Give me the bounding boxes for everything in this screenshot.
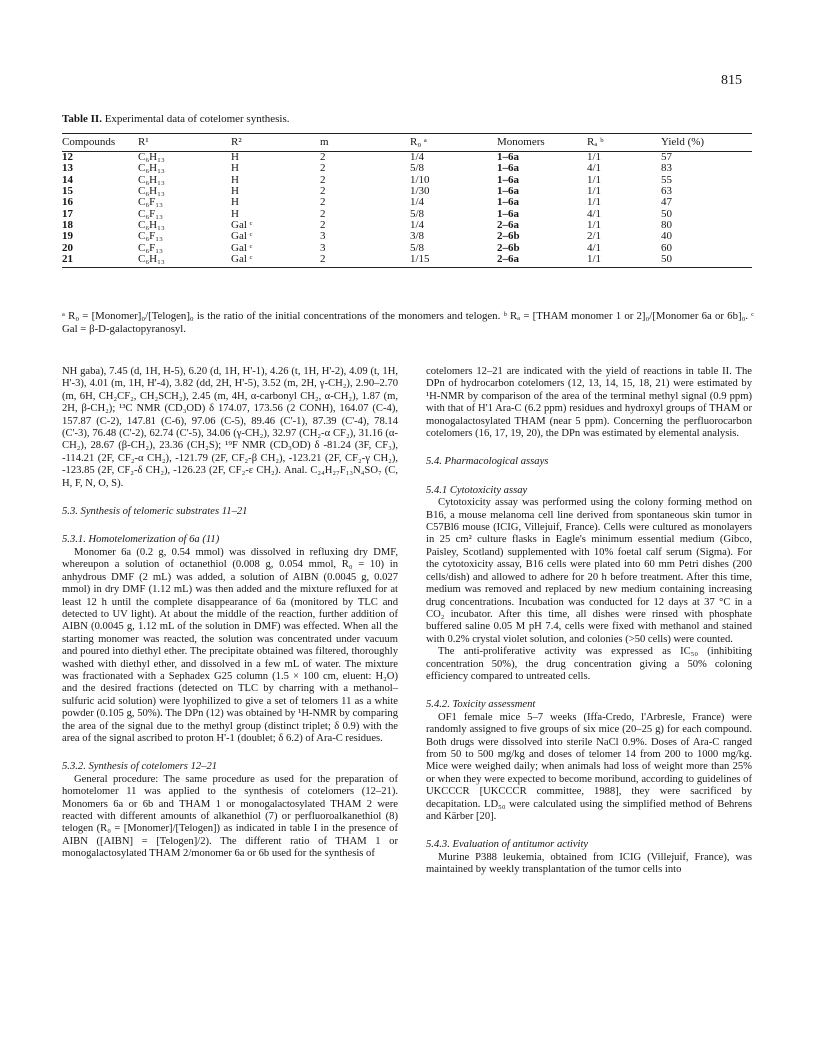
section-heading-5-3-1: 5.3.1. Homotelomerization of 6a (11): [62, 534, 220, 546]
cell-ra: 4/1: [587, 207, 602, 220]
header-m: m: [320, 134, 410, 152]
cell-r1: C₆H₁₃: [138, 173, 165, 186]
cell-m: 2: [320, 162, 326, 175]
page-number: 815: [721, 73, 742, 88]
homotelomerization-paragraph: Monomer 6a (0.2 g, 0.54 mmol) was dissolved in refluxing dry DMF, whereupon a solution of octanethiol (0.008 g, 0.054 mmol, R₀ = 10) in anhydrous DMF (2 mL) was added, a solution of AIBN (0.0045 g, 0.027 mmol) in dry DMF (1.12 mL) was then added and the mixture refluxed for at least 12 h until the complete disappearance of 6a (monitored by TLC and detected to UV light). At about the middle of the reaction, further addition of AIBN (0.0045 g, 1.12 mL of the solution in DMF) was effected. When all the starting monomer was reacted, the solution was concentrated under vacuum and poured into diethyl ether. The precipitate obtained was filtered, thoroughly washed with diethyl ether, and dissolved in a few mL of water. The mixture was fractionated with a Sephadex G25 column (1.5 × 100 cm, eluent: H₂O) and the desired fractions (detected on TLC by charring with a methanol–sulfuric acid solution) were lyophilized to give a set of telomers 11 as a white powder (0.105 g, 50%). The DPn (12) was obtained by ¹H-NMR by comparing the area of the signal due to the methyl group (distinct triplet; δ 0.9) with the area of the signal ascribed to proton H'-1 (doublet; δ 6.2) of Ara-C residues.: [62, 546, 398, 744]
cell-r0: 1/4: [410, 218, 425, 231]
cell-ra: 4/1: [587, 241, 602, 254]
cell-monomers: 2–6b: [497, 230, 520, 243]
cell-yield: 47: [661, 196, 672, 209]
table-row: [62, 208, 752, 219]
table-row: [62, 163, 752, 174]
cell-r1: C₆F₁₃: [138, 241, 163, 254]
section-heading-5-4-2: 5.4.2. Toxicity assessment: [426, 699, 536, 711]
cell-r0: 5/8: [410, 241, 425, 254]
cell-r0: 1/4: [410, 151, 425, 164]
cell-r1: C₆H₁₃: [138, 218, 165, 231]
cell-m: 2: [320, 254, 410, 268]
cell-r0: 1/15: [410, 254, 497, 268]
cell-r2: H: [231, 151, 239, 164]
table-row: [62, 231, 752, 242]
cell-yield: 80: [661, 218, 672, 231]
cell-monomers: 1–6a: [497, 162, 519, 175]
table-title: Experimental data of cotelomer synthesis.: [104, 113, 290, 125]
table-label: Table II.: [62, 113, 102, 125]
section-heading-5-4: 5.4. Pharmacological assays: [426, 456, 549, 468]
header-r2: R²: [231, 134, 320, 152]
table-row: [62, 197, 752, 208]
cell-monomers: 2–6a: [497, 254, 587, 268]
cell-monomers: 1–6a: [497, 207, 519, 220]
cell-r0: 5/8: [410, 162, 425, 175]
cell-r0: 1/4: [410, 196, 425, 209]
section-heading-5-3-2: 5.3.2. Synthesis of cotelomers 12–21: [62, 761, 218, 773]
table-caption: [62, 113, 290, 125]
cell-r2: H: [231, 185, 239, 198]
cell-r0: 3/8: [410, 230, 425, 243]
toxicity-paragraph: OF1 female mice 5–7 weeks (Iffa-Credo, l'Arbresle, France) were randomly assigned to five groups of six mice (20–25 g) for each compound. Both drugs were dissolved into sterile NaCl 0.9%. Doses of Ara-C ranged from 50 to 500 mg/kg and doses of telomer 14 from 200 to 1000 mg/kg. Mice were weighed daily; when animals had loss of weight more than 25% or when they were expected to become moribund, according to guidelines of UKCCCR [UKCCCR committee, 1988], they were sacrificed by decapitation. LD₅₀ were calculated using the simplified method of Behrens and Kärber [20].: [426, 711, 752, 822]
header-r0: R₀ ᵃ: [410, 134, 497, 152]
cell-monomers: 2–6b: [497, 241, 520, 254]
cell-r1: C₆H₁₃: [138, 254, 231, 268]
cell-r2: H: [231, 162, 239, 175]
cell-m: 2: [320, 218, 326, 231]
cell-compound: 17: [62, 207, 73, 220]
cell-r1: C₆H₁₃: [138, 162, 165, 175]
table-row: [62, 242, 752, 253]
right-column: [426, 366, 752, 877]
cell-m: 3: [320, 230, 326, 243]
cell-m: 2: [320, 173, 326, 186]
cell-r0: 1/10: [410, 173, 430, 186]
cell-monomers: 1–6a: [497, 151, 519, 164]
cell-ra: 1/1: [587, 173, 602, 186]
cell-r2: H: [231, 207, 239, 220]
header-compounds: Compounds: [62, 134, 138, 152]
table-row: [62, 175, 752, 186]
cell-r1: C₆F₁₃: [138, 207, 163, 220]
cell-monomers: 1–6a: [497, 185, 519, 198]
header-ra: Rₐ ᵇ: [587, 134, 661, 152]
antitumor-paragraph: Murine P388 leukemia, obtained from ICIG (Villejuif, France), was maintained by weekly transplantation of the tumor cells into: [426, 851, 752, 876]
cell-r2: Gal ᶜ: [231, 218, 253, 231]
cell-yield: 63: [661, 185, 672, 198]
table-footnote: ᵃ R₀ = [Monomer]₀/[Telogen]₀ is the ratio of the initial concentrations of the monomers and telogen. ᵇ Rₐ = [THAM monomer 1 or 2]₀/[Monomer 6a or 6b]₀. ᶜ Gal = β-D-galactopyranosyl.: [62, 310, 754, 335]
cell-compound: 21: [62, 254, 138, 268]
cell-m: 2: [320, 196, 326, 209]
header-r1: R¹: [138, 134, 231, 152]
cell-compound: 12: [62, 151, 73, 164]
cell-compound: 19: [62, 230, 73, 243]
antiproliferative-paragraph: The anti-proliferative activity was expressed as IC₅₀ (inhibiting concentration 50%), the drug concentration giving a 50% coloning efficiency compared to untreated cells.: [426, 646, 752, 682]
table-row: [62, 254, 752, 268]
cell-r1: C₆F₁₃: [138, 230, 163, 243]
table-row: [62, 220, 752, 231]
cell-r2: Gal ᶜ: [231, 254, 320, 268]
cell-compound: 16: [62, 196, 73, 209]
header-monomers: Monomers: [497, 134, 587, 152]
cell-ra: 1/1: [587, 196, 602, 209]
cell-compound: 20: [62, 241, 73, 254]
cell-yield: 57: [661, 151, 672, 164]
cotelomer-synthesis-paragraph: General procedure: The same procedure as used for the preparation of homotelomer 11 was applied to the synthesis of cotelomers (12–21). Monomers 6a or 6b and THAM 1 or monogalactosylated THAM 2 were reacted with different amounts of alkanethiol (7) or perfluoroalkanethiol (8) telogen (R₀ = [Monomer]/[Telogen]) as indicated in table I in the presence of AIBN ([AIBN] = [Telogen]/2). The different ratio of THAM 1 or monogalactosylated THAM 2/monomer 6a or 6b used for the synthesis of: [62, 773, 398, 860]
cell-m: 2: [320, 185, 326, 198]
cell-r0: 1/30: [410, 185, 430, 198]
cell-ra: 2/1: [587, 230, 602, 243]
cell-r2: H: [231, 196, 239, 209]
cotelomer-continuation-paragraph: cotelomers 12–21 are indicated with the yield of reactions in table II. The DPn of hydrocarbon cotelomers (12, 13, 14, 15, 18, 21) were estimated by ¹H-NMR by comparison of the area of the terminal methyl signal (0.9 ppm) with that of H'1 Ara-C (6.2 ppm) residues and hydroxyl groups of THAM or monogalactosylated THAM (near 5 ppm). Concerning the perfluorocarbon cotelomers (16, 17, 19, 20), the DPn was estimated by elemental analysis.: [426, 366, 752, 440]
cell-m: 2: [320, 151, 326, 164]
left-column: [62, 366, 398, 861]
table-body: [62, 152, 752, 268]
cell-yield: 83: [661, 162, 672, 175]
cell-yield: 55: [661, 173, 672, 186]
cell-ra: 1/1: [587, 185, 602, 198]
cell-ra: 4/1: [587, 162, 602, 175]
cell-yield: 50: [661, 207, 672, 220]
cell-compound: 13: [62, 162, 73, 175]
cell-m: 3: [320, 241, 326, 254]
cytotoxicity-paragraph: Cytotoxicity assay was performed using the colony forming method on B16, a mouse melanoma cell line derived from spontaneous skin tumor in C57Bl6 mouse (ICIG, Villejuif, France). Cells were cultured as monolayers in 25 cm² culture flasks in Eagle's minimum essential medium (Gibco, Paisley, Scotland) supplemented with 10% foetal calf serum (Sigma). For the cytotoxicity assay, B16 cells were plated into 60 mm Petri dishes (200 cells/dish) and allowed to adhere for 20 h before treatment. After this time, medium was removed and replaced by new medium containing increasing drug concentrations. Incubation was conducted for 12 days at 37 °C in a CO₂ incubator. After this time, all dishes were rinsed with phosphate buffered saline 0.05 M pH 7.4, cells were fixed with methanol and stained with 0.2% crystal violet solution, and colonies (>50 cells) were counted.: [426, 497, 752, 645]
cell-r2: H: [231, 173, 239, 186]
cell-r0: 5/8: [410, 207, 425, 220]
header-yield: Yield (%): [661, 134, 752, 152]
cell-compound: 15: [62, 185, 73, 198]
nmr-data-paragraph: NH gaba), 7.45 (d, 1H, H-5), 6.20 (d, 1H, H'-1), 4.26 (t, 1H, H'-2), 4.09 (t, 1H, H'-3), 4.01 (m, 1H, H'-4), 3.82 (dd, 2H, H'-5), 3.52 (m, 2H, γ-CH₂), 2.90–2.70 (m, 6H, CH₂CF₂, CH₂SCH₂), 2.45 (m, 4H, α-carbonyl CH₂, α-CH₂), 1.87 (m, 2H, β-CH₂); ¹³C NMR (CD₃OD) δ 174.07, 173.56 (2 CONH), 164.07 (C-4), 157.87 (C-2), 147.81 (C-6), 97.06 (C-5), 89.46 (C'-1), 87.39 (C'-4), 78.14 (C'-3), 76.48 (C'-2), 62.74 (C'-5), 34.06 (γ-CH₂), 32.97 (CH₂-α CF₂), 31.16 (α-CH₂), 28.67 (β-CH₂), 23.36 (CH₂S); ¹⁹F NMR (CD₃OD) δ -81.24 (3F, CF₃), -114.21 (2F, CF₂-α CH₂), -121.79 (2F, CF₂-β CH₂), -123.21 (2F, CF₂-γ CH₂), -123.85 (2F, CF₂-δ CH₂), -126.23 (2F, CF₂-ε CH₂). Anal. C₂₄H₂₇F₁₃N₄SO₇ (C, H, F, N, O, S).: [62, 366, 398, 489]
cell-monomers: 1–6a: [497, 173, 519, 186]
cell-m: 2: [320, 207, 326, 220]
cell-compound: 14: [62, 173, 73, 186]
cell-r1: C₆H₁₃: [138, 151, 165, 164]
cell-monomers: 2–6a: [497, 218, 519, 231]
cell-yield: 60: [661, 241, 672, 254]
cell-r2: Gal ᶜ: [231, 230, 253, 243]
cell-ra: 1/1: [587, 218, 602, 231]
table-header-row: [62, 134, 752, 152]
cell-yield: 40: [661, 230, 672, 243]
cell-compound: 18: [62, 218, 73, 231]
cell-ra: 1/1: [587, 254, 661, 268]
cell-yield: 50: [661, 254, 752, 268]
cell-r2: Gal ᶜ: [231, 241, 253, 254]
cell-r1: C₆F₁₃: [138, 196, 163, 209]
table-row: [62, 152, 752, 164]
cell-monomers: 1–6a: [497, 196, 519, 209]
table-row: [62, 186, 752, 197]
section-heading-5-4-3: 5.4.3. Evaluation of antitumor activity: [426, 839, 589, 851]
cell-r1: C₆H₁₃: [138, 185, 165, 198]
section-heading-5-4-1: 5.4.1 Cytotoxicity assay: [426, 484, 528, 496]
cotelomer-table: [62, 133, 752, 268]
section-heading-5-3: 5.3. Synthesis of telomeric substrates 11–21: [62, 506, 248, 518]
cell-ra: 1/1: [587, 151, 602, 164]
